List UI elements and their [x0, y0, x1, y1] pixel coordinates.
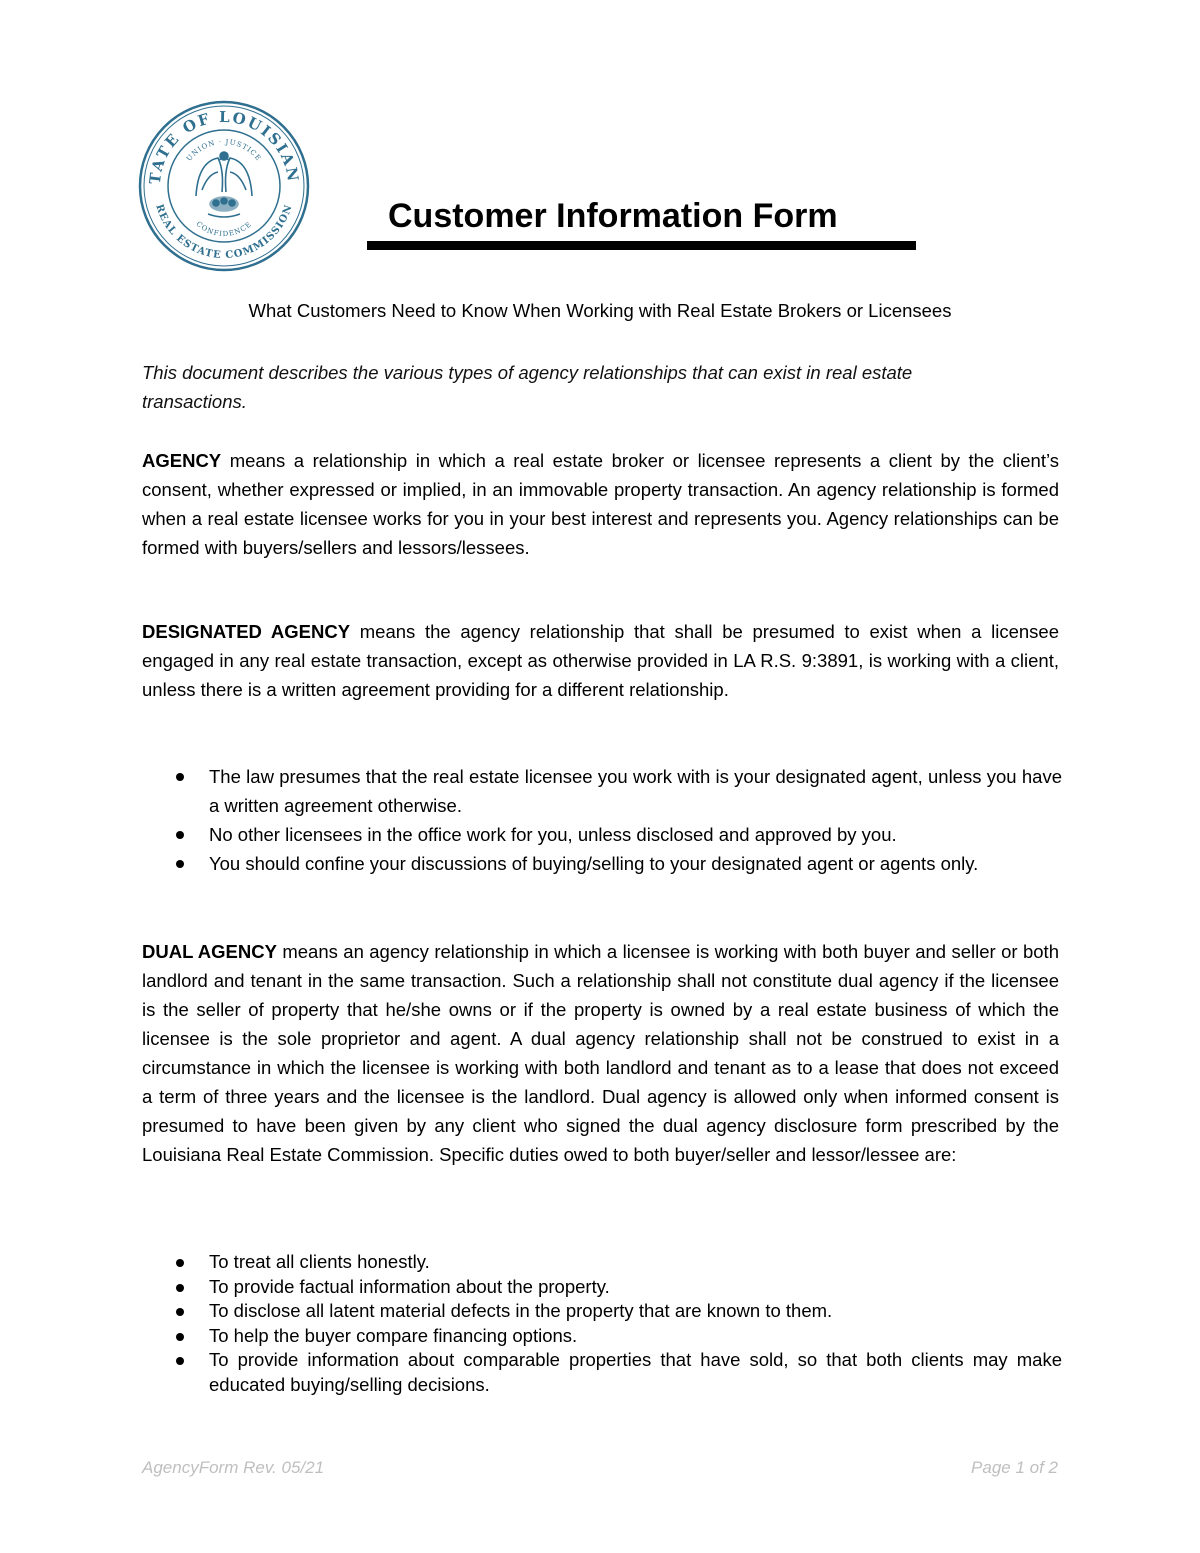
dual-agency-duties-bullets	[172, 1250, 1062, 1397]
dual-agency-paragraph	[142, 937, 1059, 1169]
agency-paragraph	[142, 446, 1059, 562]
title-underline	[367, 241, 916, 250]
bullet-icon	[176, 1357, 184, 1365]
designated-agency-term: DESIGNATED AGENCY	[142, 621, 351, 642]
bullet-icon	[176, 1284, 184, 1292]
bullet-icon	[176, 1259, 184, 1267]
seal-inner-top-text: UNION · JUSTICE	[185, 137, 263, 163]
list-item: No other licensees in the office work for you, unless disclosed and approved by you.	[172, 820, 1062, 849]
bullet-icon	[176, 860, 184, 868]
list-item: To provide factual information about the property.	[172, 1275, 1062, 1300]
designated-agency-bullets	[172, 762, 1062, 878]
page-title: Customer Information Form	[388, 197, 838, 235]
list-item: To treat all clients honestly.	[172, 1250, 1062, 1275]
seal-icon	[138, 100, 310, 272]
intro-paragraph: This document describes the various types of agency relationships that can exist in real estate transactions.	[142, 362, 913, 412]
seal-inner-bottom-text: CONFIDENCE	[194, 219, 254, 239]
seal-bottom-text: REAL ESTATE COMMISSION	[153, 203, 295, 262]
bullet-icon	[176, 1308, 184, 1316]
page-subtitle: What Customers Need to Know When Working with Real Estate Brokers or Licensees	[248, 300, 952, 321]
list-item: You should confine your discussions of buying/selling to your designated agent or agents only.	[172, 849, 1062, 878]
designated-agency-paragraph	[142, 617, 1059, 704]
svg-text:CONFIDENCE	[195, 220, 254, 238]
list-item: The law presumes that the real estate licensee you work with is your designated agent, unless you have a written agreement otherwise.	[172, 762, 1062, 820]
louisiana-real-estate-commission-seal	[138, 100, 310, 272]
pelican-icon	[196, 152, 252, 217]
list-item: To help the buyer compare financing options.	[172, 1324, 1062, 1349]
seal-outer-text: TATE OF LOUISIAN	[145, 107, 303, 186]
designated-agency-definition: means the agency relationship that shall be presumed to exist when a licensee engaged in any real estate transaction, except as otherwise provided in LA R.S. 9:3891, is working with a client, unless there is a written agreement providing for a different relationship.	[142, 621, 1059, 700]
page-number: Page 1 of 2	[971, 1458, 1058, 1477]
agency-term: AGENCY	[142, 450, 222, 471]
list-item: To provide information about comparable properties that have sold, so that both clients may make educated buying/selling decisions.	[172, 1348, 1062, 1397]
bullet-icon	[176, 831, 184, 839]
bullet-icon	[176, 773, 184, 781]
form-revision: AgencyForm Rev. 05/21	[142, 1458, 325, 1477]
dual-agency-term: DUAL AGENCY	[142, 941, 277, 962]
dual-agency-definition: means an agency relationship in which a licensee is working with both buyer and seller or both landlord and tenant in the same transaction. Such a relationship shall not constitute dual agency if the licensee is the seller of property that he/she owns or if the property is owned by a real estate business of which the licensee is the sole proprietor and agent. A dual agency relationship shall not be construed to exist in a circumstance in which the licensee is working with both landlord and tenant as to a lease that does not exceed a term of three years and the licensee is the landlord. Dual agency is allowed only when informed consent is presumed to have been given by any client who signed the dual agency disclosure form prescribed by the Louisiana Real Estate Commission. Specific duties owed to both buyer/seller and lessor/lessee are:	[142, 941, 1059, 1165]
bullet-icon	[176, 1333, 184, 1341]
list-item: To disclose all latent material defects in the property that are known to them.	[172, 1299, 1062, 1324]
agency-definition: means a relationship in which a real estate broker or licensee represents a client by the client’s consent, whether expressed or implied, in an immovable property transaction. An agency relationship is formed when a real estate licensee works for you in your best interest and represents you. Agency relationships can be formed with buyers/sellers and lessors/lessees.	[142, 450, 1059, 558]
